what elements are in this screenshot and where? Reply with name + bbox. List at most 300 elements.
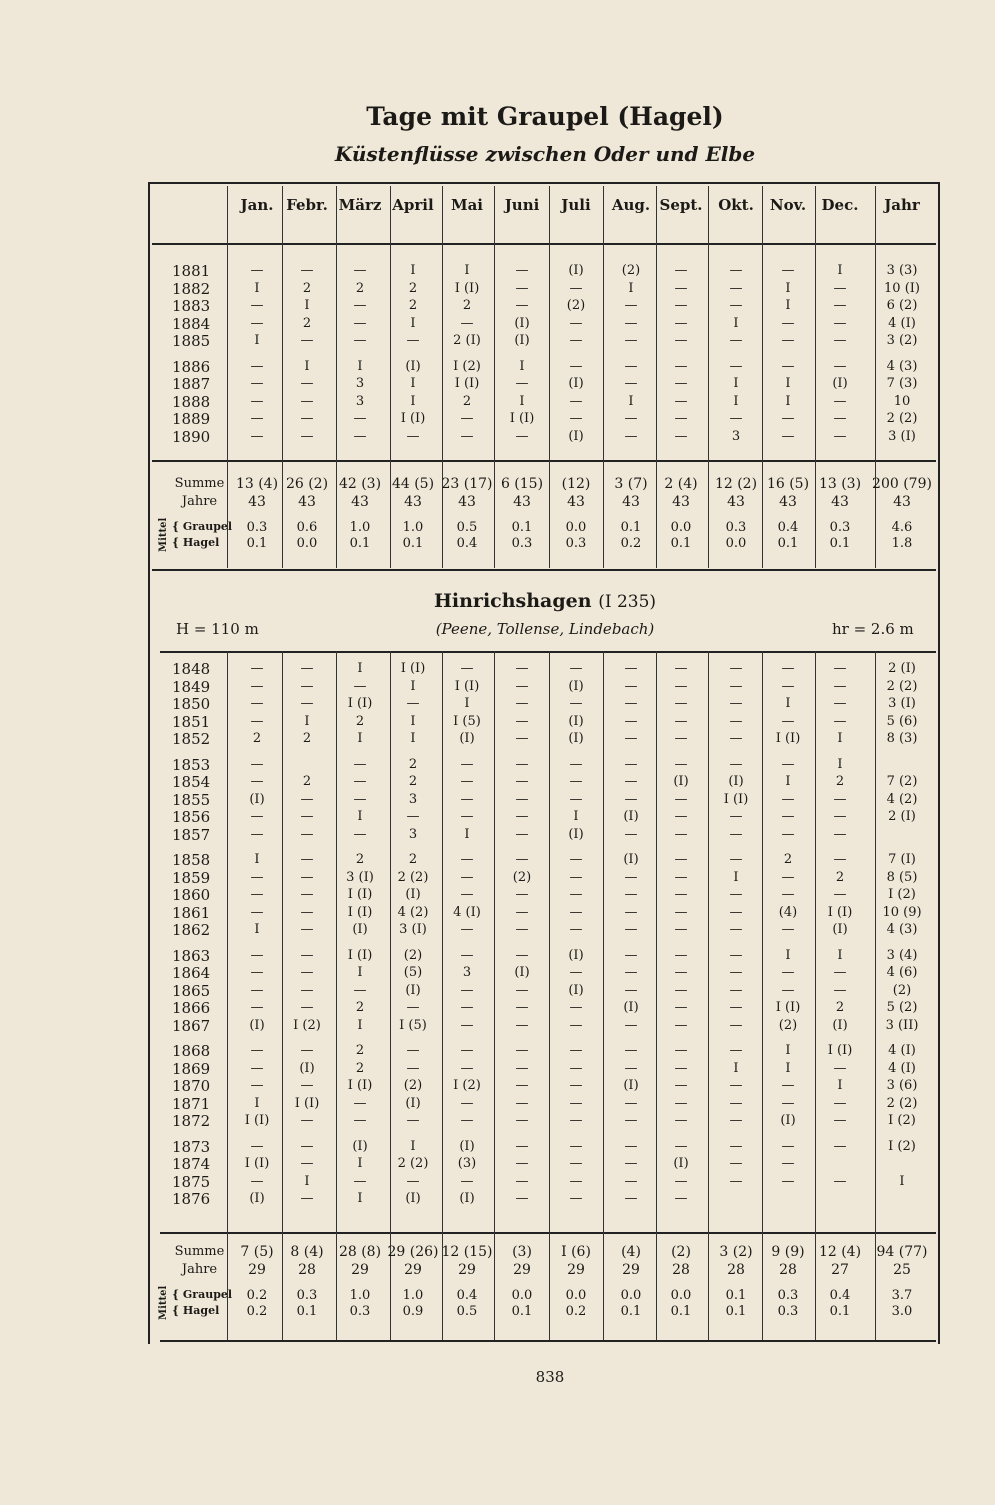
table1-jahre-cell: 43 [351, 494, 369, 510]
table2-hagel-cell: 0.1 [725, 1304, 747, 1319]
table2-cell: — [353, 791, 367, 807]
table2-cell: — [250, 982, 264, 998]
table2-cell: — [624, 731, 638, 746]
col-rule-1-9 [708, 651, 709, 1340]
table2-jahre-cell: 29 [458, 1262, 476, 1278]
table1-hagel-cell: 0.1 [402, 536, 424, 551]
table1-cell: — [300, 333, 314, 348]
table2-cell: 2 [355, 1043, 365, 1058]
table2-hagel-cell: 0.1 [296, 1304, 318, 1319]
table2-cell: — [674, 661, 688, 676]
table2-cell: — [624, 1156, 638, 1171]
table2-label-hagel: { Hagel [172, 1304, 220, 1317]
table2-cell: 3 (6) [886, 1078, 918, 1093]
table1-cell: 2 [355, 280, 365, 296]
table2-cell: — [674, 756, 688, 772]
table2-cell: — [674, 791, 688, 807]
table2-cell: I (I) [400, 661, 426, 676]
table2-hagel-cell: 0.2 [565, 1304, 587, 1319]
table2-hagel-cell: 0.2 [246, 1304, 268, 1319]
table1-cell: I [628, 393, 634, 409]
col-rule-1-0 [227, 651, 228, 1340]
table2-label-summe: Summe [174, 1244, 225, 1259]
table2-hagel-cell: 0.1 [620, 1304, 642, 1319]
table2-cell: 8 (3) [886, 731, 918, 746]
table2-year-1851: 1851 [172, 712, 211, 731]
table2-cell: — [300, 852, 314, 867]
table1-cell: — [674, 428, 688, 444]
table1-hagel-cell: 0.4 [456, 536, 478, 551]
table2-cell: — [353, 678, 367, 694]
table1-cell: — [781, 315, 795, 331]
table2-cell: — [515, 1173, 529, 1189]
table2-cell: 4 (I) [888, 1060, 916, 1076]
table2-jahre-cell: 27 [831, 1262, 849, 1278]
table1-cell: I (I) [509, 411, 535, 426]
table2-cell: — [729, 678, 743, 694]
table2-cell: — [515, 1095, 529, 1111]
table1-cell: — [729, 298, 743, 313]
table1-jahre-cell: 43 [727, 494, 745, 510]
table2-cell: — [353, 826, 367, 842]
table1-cell: — [833, 393, 847, 409]
table2-cell: (I) [405, 887, 421, 902]
table2-cell: — [781, 982, 795, 998]
table1-cell: (I) [405, 358, 421, 374]
table2-year-1861: 1861 [172, 903, 211, 922]
table2-cell: — [569, 1000, 583, 1015]
table1-cell: — [353, 411, 367, 426]
table2-cell: — [729, 809, 743, 824]
table2-cell: — [833, 965, 847, 980]
table1-cell: — [300, 263, 314, 278]
table1-cell: 10 (I) [884, 280, 920, 296]
table2-cell: — [515, 1191, 529, 1206]
table1-hagel-cell: 0.1 [349, 536, 371, 551]
table2-cell: — [729, 1000, 743, 1015]
table2-cell: — [250, 1000, 264, 1015]
table1-graupel-cell: 0.3 [725, 520, 747, 535]
table1-graupel-cell: 0.5 [456, 520, 478, 535]
table2-cell: — [781, 922, 795, 937]
table2-cell: (I) [832, 1017, 848, 1033]
table2-year-1860: 1860 [172, 886, 211, 904]
table2-cell: I (I) [347, 947, 373, 963]
table2-graupel-cell: 1.0 [349, 1288, 371, 1303]
table2-cell: (I) [568, 947, 584, 963]
table2-year-1865: 1865 [172, 981, 211, 1000]
col-rule-0-7 [603, 186, 604, 568]
table2-cell: — [250, 904, 264, 920]
table2-year-1864: 1864 [172, 964, 211, 982]
table2-cell: (I) [405, 982, 421, 998]
table1-cell: I [254, 333, 260, 348]
table2-cell: 3 (4) [886, 947, 918, 963]
table2-cell: 2 (2) [886, 1095, 918, 1111]
table1-year-1882: 1882 [172, 279, 211, 298]
table2-cell: 2 (I) [888, 661, 916, 676]
table2-label-jahre: Jahre [181, 1262, 218, 1277]
table2-cell: — [729, 731, 743, 746]
table2-hagel-cell: 0.3 [349, 1304, 371, 1319]
table2-cell: I (5) [399, 1017, 427, 1033]
table2-cell: — [569, 1060, 583, 1076]
table1-cell: 2 (I) [453, 333, 481, 348]
table1-year-1883: 1883 [172, 297, 211, 315]
table2-cell: 4 (3) [886, 922, 918, 937]
table2-cell: — [569, 1173, 583, 1189]
table2-cell: — [250, 678, 264, 694]
table1-cell: — [624, 411, 638, 426]
table2-summe-cell: 12 (4) [818, 1244, 862, 1260]
col-header-0: Jan. [240, 196, 274, 214]
table2-cell: 3 (I) [888, 696, 916, 711]
table2-cell: (I) [405, 1191, 421, 1206]
table1-year-1881: 1881 [172, 262, 211, 280]
table1-cell: — [569, 411, 583, 426]
table1-cell: — [353, 333, 367, 348]
table2-cell: — [674, 1138, 688, 1154]
table2-graupel-cell: 0.1 [725, 1288, 747, 1303]
table2-cell: I [733, 869, 739, 885]
table2-cell: I [357, 1191, 363, 1206]
table2-cell: — [781, 713, 795, 729]
table1-graupel-cell: 0.3 [829, 520, 851, 535]
table1-cell: I [304, 298, 310, 313]
col-header-1: Febr. [286, 196, 328, 214]
table1-cell: — [729, 358, 743, 374]
table2-cell: (I) [459, 731, 475, 746]
table2-label-mittel: Mittel [158, 1285, 169, 1320]
table2-summe-cell: I (6) [561, 1244, 591, 1260]
page-number: 838 [535, 1368, 565, 1386]
table1-cell: — [833, 280, 847, 296]
table2-jahre-cell: 29 [622, 1262, 640, 1278]
table2-jahre-cell: 29 [567, 1262, 585, 1278]
table1-cell: — [353, 298, 367, 313]
table2-cell: — [515, 756, 529, 772]
table2-summe-cell: (4) [621, 1244, 641, 1260]
table2-cell: 2 [408, 852, 418, 867]
page-subtitle: Küstenflüsse zwischen Oder und Elbe [334, 142, 756, 166]
table2-cell: (I) [623, 852, 639, 867]
table1-cell: — [624, 333, 638, 348]
table1-cell: — [250, 393, 264, 409]
table2-cell: — [781, 791, 795, 807]
table2-cell: 3 [408, 826, 418, 842]
table2-cell: 2 [252, 731, 262, 746]
table1-summe-cell: 16 (5) [766, 476, 810, 492]
table2-cell: I [733, 1060, 739, 1076]
table2-cell: — [729, 1173, 743, 1189]
table2-cell: 2 [355, 852, 365, 867]
col-header-8: Sept. [659, 196, 703, 214]
col-header-10: Nov. [769, 196, 807, 214]
table2-cell: — [833, 678, 847, 694]
table2-hagel-cell: 0.3 [777, 1304, 799, 1319]
table2-cell: — [515, 1043, 529, 1058]
table2-year-1872: 1872 [172, 1112, 211, 1130]
table1-label-summe: Summe [174, 476, 225, 491]
table2-cell: I [785, 1060, 791, 1076]
table2-cell: — [460, 869, 474, 885]
table2-cell: (I) [568, 826, 584, 842]
table2-cell: — [674, 826, 688, 842]
table2-graupel-cell: 0.4 [456, 1288, 478, 1303]
table2-cell: 2 (2) [886, 678, 918, 694]
table2-hagel-cell: 0.9 [402, 1304, 424, 1319]
table1-hagel-cell: 0.1 [777, 536, 799, 551]
table2-cell: — [515, 678, 529, 694]
table1-hagel-cell: 0.0 [725, 536, 747, 551]
table2-cell: — [250, 826, 264, 842]
table1-year-1888: 1888 [172, 392, 211, 411]
col-header-12: Jahr [884, 196, 920, 214]
table1-cell: (I) [832, 376, 848, 391]
table2-jahre-cell: 28 [727, 1262, 745, 1278]
table2-cell: I (I) [827, 1043, 853, 1058]
table1-jahre-cell: 43 [831, 494, 849, 510]
table2-cell: — [781, 756, 795, 772]
station-height: H = 110 m [176, 620, 259, 638]
table2-year-1853: 1853 [172, 755, 211, 774]
table1-cell: — [569, 333, 583, 348]
table2-cell: — [353, 1113, 367, 1128]
table2-cell: — [300, 661, 314, 676]
table2-year-1852: 1852 [172, 730, 211, 748]
table2-cell: — [674, 809, 688, 824]
table2-cell: — [515, 947, 529, 963]
table2-cell: — [460, 661, 474, 676]
table1-hagel-cell: 0.3 [565, 536, 587, 551]
table2-cell: — [729, 696, 743, 711]
table1-cell: — [624, 298, 638, 313]
table2-cell: — [250, 1138, 264, 1154]
table1-cell: — [674, 298, 688, 313]
table2-cell: I (I) [827, 904, 853, 920]
table2-cell: — [460, 1095, 474, 1111]
table2-cell: (I) [405, 1095, 421, 1111]
table2-summe-cell: 7 (5) [240, 1244, 274, 1260]
table2-cell: — [353, 756, 367, 772]
table2-cell: (I) [673, 1156, 689, 1171]
table2-cell: I (I) [347, 904, 373, 920]
table1-cell: 2 [408, 280, 418, 296]
table2-cell: I (I) [347, 696, 373, 711]
table2-cell: — [781, 809, 795, 824]
table1-cell: 4 (I) [888, 315, 916, 331]
table1-graupel-cell: 0.0 [670, 520, 692, 535]
rule-1 [152, 460, 936, 462]
table2-cell: — [674, 696, 688, 711]
table2-cell: 2 (I) [888, 809, 916, 824]
table1-cell: 7 (3) [886, 376, 918, 391]
table2-cell: — [624, 887, 638, 902]
table1-graupel-cell: 0.1 [620, 520, 642, 535]
table2-cell: I (I) [244, 1156, 270, 1171]
table1-cell: I [733, 315, 739, 331]
table2-cell: — [250, 887, 264, 902]
table2-cell: 2 [835, 774, 845, 789]
table2-cell: — [250, 869, 264, 885]
table1-label-hagel: { Hagel [172, 536, 220, 549]
table1-summe-cell: 3 (7) [614, 476, 648, 492]
table2-cell: 2 [355, 713, 365, 729]
table1-cell: — [674, 376, 688, 391]
table2-cell: — [781, 965, 795, 980]
table2-cell: I (I) [347, 887, 373, 902]
col-header-5: Juni [504, 196, 540, 214]
table2-cell: — [569, 1191, 583, 1206]
table1-cell: — [515, 428, 529, 444]
table2-cell: (I) [459, 1191, 475, 1206]
table2-cell: — [353, 1173, 367, 1189]
table2-cell: — [300, 1043, 314, 1058]
table1-hagel-cell: 0.1 [670, 536, 692, 551]
table1-cell: — [674, 393, 688, 409]
table1-cell: 2 [302, 315, 312, 331]
col-rule-0-0 [227, 186, 228, 568]
table2-graupel-cell: 0.0 [620, 1288, 642, 1303]
table1-cell: — [460, 428, 474, 444]
table1-cell: 2 [462, 298, 472, 313]
table2-cell: (3) [457, 1156, 477, 1171]
table1-cell: I [254, 280, 260, 296]
col-header-11: Dec. [821, 196, 859, 214]
table2-cell: — [460, 887, 474, 902]
table2-cell: — [781, 1095, 795, 1111]
table2-year-1869: 1869 [172, 1059, 211, 1078]
table2-hagel-cell: 3.0 [891, 1304, 913, 1319]
table2-cell: (I) [249, 1017, 265, 1033]
table2-cell: I [899, 1173, 905, 1189]
table2-cell: — [250, 696, 264, 711]
table2-cell: 3 (II) [885, 1017, 919, 1033]
table2-cell: — [624, 869, 638, 885]
table1-cell: — [250, 376, 264, 391]
table2-cell: — [833, 887, 847, 902]
table2-cell: — [353, 774, 367, 789]
table2-cell: I [837, 947, 843, 963]
rule-5 [160, 1340, 936, 1342]
table1-cell: — [833, 428, 847, 444]
table2-cell: I [410, 731, 416, 746]
table2-cell: — [624, 1173, 638, 1189]
table2-graupel-cell: 0.3 [296, 1288, 318, 1303]
table2-cell: — [781, 826, 795, 842]
table2-cell: — [833, 1113, 847, 1128]
table2-cell: — [515, 1017, 529, 1033]
table2-cell: — [624, 1113, 638, 1128]
table1-year-1889: 1889 [172, 410, 211, 428]
table2-cell: — [833, 852, 847, 867]
table2-cell: — [569, 791, 583, 807]
table1-summe-cell: (12) [561, 476, 591, 492]
table1-cell: — [674, 411, 688, 426]
table1-cell: — [353, 428, 367, 444]
table2-cell: — [515, 1156, 529, 1171]
table2-cell: — [406, 1113, 420, 1128]
table2-cell: — [569, 1113, 583, 1128]
table2-cell: I (I) [723, 791, 749, 807]
table1-cell: — [300, 393, 314, 409]
table2-cell: — [569, 869, 583, 885]
table2-cell: — [250, 1043, 264, 1058]
table2-cell: — [674, 1078, 688, 1093]
table1-hagel-cell: 0.1 [246, 536, 268, 551]
table1-year-1890: 1890 [172, 427, 211, 446]
table1-cell: I [733, 376, 739, 391]
table2-cell: — [569, 661, 583, 676]
station-heading [0, 590, 995, 612]
table2-cell: — [624, 1017, 638, 1033]
table2-cell: — [729, 661, 743, 676]
table2-cell: — [460, 947, 474, 963]
table1-year-1885: 1885 [172, 332, 211, 350]
table2-cell: 5 (2) [886, 1000, 918, 1015]
table2-jahre-cell: 28 [779, 1262, 797, 1278]
table1-cell: — [624, 428, 638, 444]
table1-cell: — [833, 358, 847, 374]
table2-cell: 2 [783, 852, 793, 867]
table1-cell: I [785, 376, 791, 391]
table2-cell: (I) [299, 1060, 315, 1076]
table2-summe-cell: 3 (2) [719, 1244, 753, 1260]
table1-cell: 6 (2) [886, 298, 918, 313]
table1-year-1886: 1886 [172, 357, 211, 376]
table2-cell: (2) [892, 982, 912, 998]
table2-year-1855: 1855 [172, 790, 211, 809]
table1-cell: (I) [514, 315, 530, 331]
table2-cell: (I) [623, 1078, 639, 1093]
station-code: (I 235) [598, 592, 657, 612]
table1-cell: — [781, 333, 795, 348]
table2-cell: — [624, 661, 638, 676]
table1-cell: I [464, 263, 470, 278]
table2-cell: 3 [462, 965, 472, 980]
table2-cell: I [410, 1138, 416, 1154]
table1-hagel-cell: 0.2 [620, 536, 642, 551]
table2-cell: — [833, 809, 847, 824]
table1-cell: I (2) [453, 358, 481, 374]
table2-cell: — [729, 965, 743, 980]
table1-cell: I [304, 358, 310, 374]
table2-cell: — [624, 713, 638, 729]
table2-cell: I [837, 731, 843, 746]
table2-cell: 2 [302, 731, 312, 746]
table2-cell: — [624, 982, 638, 998]
table2-cell: I (2) [888, 1113, 916, 1128]
table2-cell: — [624, 904, 638, 920]
table2-cell: I [254, 922, 260, 937]
table2-cell: I [785, 1043, 791, 1058]
table2-year-1863: 1863 [172, 946, 211, 965]
table2-cell: (I) [623, 1000, 639, 1015]
table2-cell: (4) [778, 904, 798, 920]
table2-cell: — [781, 1173, 795, 1189]
table1-jahre-cell: 43 [567, 494, 585, 510]
table1-summe-cell: 44 (5) [391, 476, 435, 492]
table1-jahre-cell: 43 [672, 494, 690, 510]
col-header-4: Mai [450, 196, 484, 214]
table2-cell: — [300, 1078, 314, 1093]
table2-cell: — [781, 1156, 795, 1171]
table2-cell: — [250, 774, 264, 789]
table2-cell: (I) [673, 774, 689, 789]
table2-cell: — [515, 826, 529, 842]
table2-label-graupel: { Graupel [172, 1288, 233, 1301]
table1-cell: — [460, 411, 474, 426]
